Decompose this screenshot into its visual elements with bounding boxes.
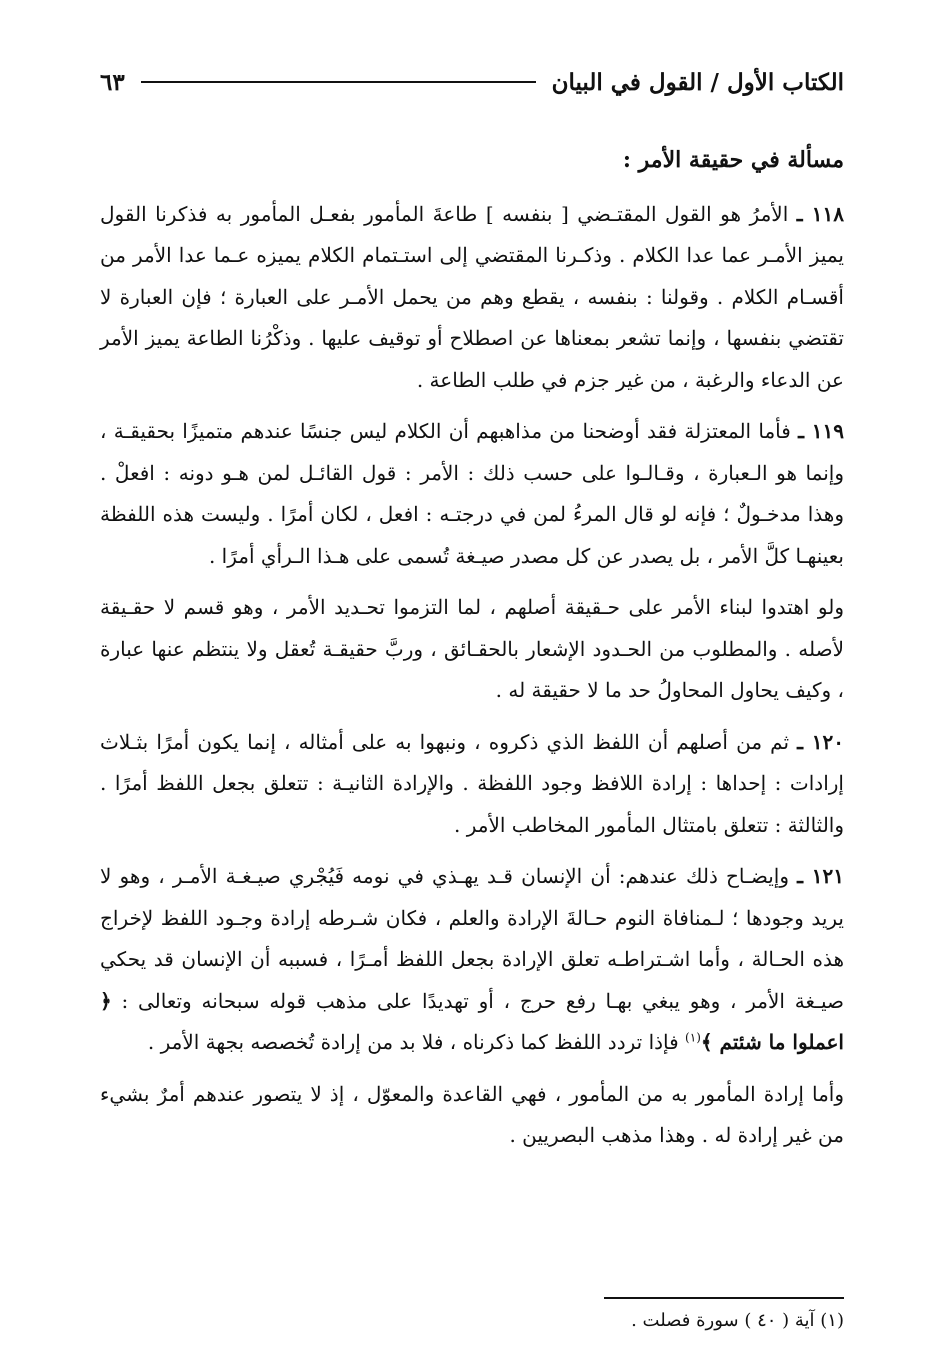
paragraph-text: وأما إرادة المأمور به من المأمور ، فهي القاعدة والمعوّل ، إذ لا يتصور عندهم أمرٌ بشيء من غير إرادة له . وهذا مذهب البصريين . bbox=[100, 1081, 844, 1147]
paragraph-text: ثم من أصلهم أن اللفظ الذي ذكروه ، ونبهوا به على أمثاله ، إنما يكون أمرًا بثـلاث إرادات : إحداها : إرادة اللافظ وجود اللفظة . والإرادة الثانيـة : تتعلق بجعل اللفظ أمرًا . والثالثة : تتعلق بامتثال المأمور المخاطب الأمر . bbox=[100, 729, 844, 837]
paragraph-text-after: فإذا تردد اللفظ كما ذكرناه ، فلا بد من إرادة تُخصصه بجهة الأمر . bbox=[147, 1030, 686, 1054]
paragraph-text: فأما المعتزلة فقد أوضحنا من مذاهبهم أن الكلام ليس جنسًا عندهم متميزًا بحقيقـة ، وإنما هو الـعبارة ، وقـالـوا على حسب ذلك : الأمر : قول القائـل لمن هـو دونه : افعلْ . وهذا مدخـولٌ ؛ فإنه لو قال المرءُ لمن في درجتـه : افعل ، لكان أمرًا . وليست هذه اللفظة بعينهـا كلَّ الأمر ، بل يصدر عن كل مصدر صيـغة تُسمى على هـذا الـرأي أمرًا . bbox=[100, 419, 844, 568]
paragraph-number: ١١٩ ـ bbox=[798, 419, 845, 443]
paragraph-text: الأمرُ هو القول المقتـضي [ بنفسه ] طاعةَ المأمور بفعـل المأمور به فذكرنا القول يميز الأمـر عما عدا الكلام . وذكـرنا المقتضي إلى استـتمام الكلام يميزه عـما عدا الأمر من أقسـام الكلام . وقولنا : بنفسه ، يقطع وهم من يحمل الأمـر على العبارة ؛ فإن العبارة لا تقتضي بنفسها ، وإنما تشعر بمعناها عن اصطلاح أو توقيف عليها . وذكْرُنا الطاعة يميز الأمر عن الدعاء والرغبة ، من غير جزم في طلب الطاعة . bbox=[100, 201, 844, 392]
paragraph-number: ١١٨ ـ bbox=[796, 201, 844, 226]
page-content bbox=[100, 140, 844, 1167]
paragraph-number: ١٢١ ـ bbox=[797, 864, 844, 888]
section-title: مسألة في حقيقة الأمر : bbox=[622, 147, 844, 173]
paragraph-number: ١٢٠ ـ bbox=[797, 729, 844, 754]
paragraph-text: وإيضـاح ذلك عندهم: أن الإنسان قـد يهـذي في نومه فَيُجْري صيـغـة الأمـر ، وهو لا يريد وجودها ؛ لـمنافاة النوم حـالةَ الإرادة والعلم ، فكان شـرطه إرادة وجـود اللفظ لإخراج هذه الحـالة ، وأما اشـتراطـه تعلق الإرادة بجعل اللفظ أمـرًا ، فسببه أن الإنسان قد يحكي صيـغة الأمر ، وهو يبغي بهـا رفع حرج ، أو تهديدًا على مذهب قوله سبحانه وتعالى : bbox=[100, 864, 844, 1013]
paragraph-text: ولو اهتدوا لبناء الأمر على حـقيقة أصلهم ، لما التزموا تحـديد الأمر ، وهو قسم لا حقـيقة لأصله . والمطلوب من الحـدود الإشعار بالحقـائق ، وربَّ حقيقـة تُعقل ولا ينتظم عنها عبارة ، وكيف يحاول المحاولُ حد ما لا حقيقة له . bbox=[100, 595, 844, 702]
footnote-marker: (١) bbox=[685, 1030, 701, 1045]
footnote: (١) آية ( ٤٠ ) سورة فصلت . bbox=[631, 1310, 844, 1331]
quran-quote: ﴿ اعملوا ما شئتم ﴾ bbox=[100, 988, 844, 1054]
page-number: ٦٣ bbox=[100, 68, 125, 96]
paragraph-121-continued bbox=[100, 1074, 844, 1157]
paragraph-119-continued bbox=[100, 587, 844, 712]
paragraph-118 bbox=[100, 194, 844, 402]
running-title: الكتاب الأول / القول في البيان bbox=[551, 68, 844, 96]
paragraph-119 bbox=[100, 411, 844, 577]
paragraph-120 bbox=[100, 722, 844, 847]
page-header bbox=[100, 62, 844, 102]
header-rule bbox=[141, 81, 536, 83]
footnote-rule bbox=[604, 1297, 844, 1299]
paragraph-121 bbox=[100, 856, 844, 1064]
